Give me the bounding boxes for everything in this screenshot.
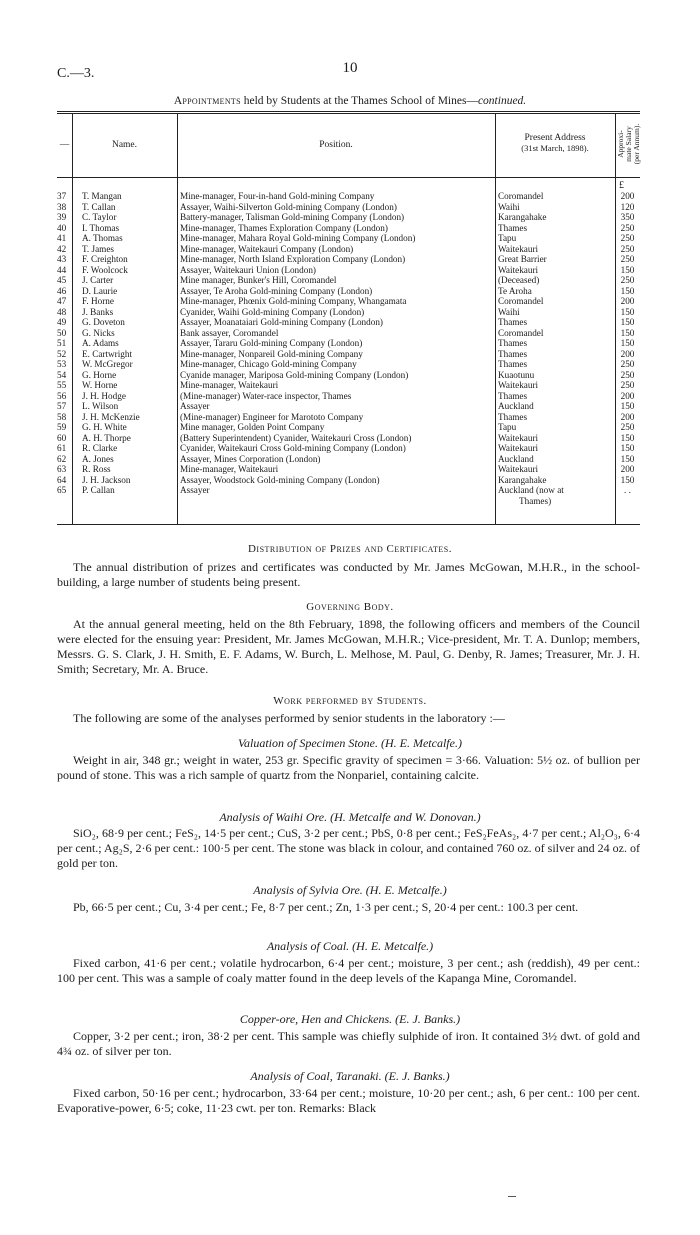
row-name: A. Thomas — [82, 233, 123, 243]
table-title — [0, 95, 700, 107]
table-title-rest: held by Students at the Thames School of Mines— — [243, 95, 478, 107]
row-number: 48 — [57, 306, 67, 317]
row-address: Tapu — [498, 422, 517, 432]
analysis-title-5: Copper-ore, Hen and Chickens. (E. J. Banks.) — [239, 1012, 461, 1026]
footer-mark — [508, 1196, 516, 1197]
row-name: G. Doveton — [82, 317, 125, 327]
row-position: Mine-manager, Chicago Gold-mining Company — [180, 359, 357, 369]
row-position: Mine-manager, Nonpareil Gold-mining Company — [180, 348, 363, 359]
row-number: 39 — [57, 212, 67, 222]
row-name: A. H. Thorpe — [82, 432, 131, 443]
row-name: W. Horne — [82, 380, 118, 390]
row-address: Karangahake — [498, 474, 547, 485]
table-row — [57, 328, 640, 339]
row-position: Mine-manager, Mahara Royal Gold-mining Company (London) — [180, 233, 416, 243]
row-name: G. H. White — [82, 422, 127, 432]
table-row — [57, 454, 640, 465]
table-row — [57, 485, 640, 496]
prizes-paragraph — [57, 560, 640, 590]
row-position: (Mine-manager) Engineer for Marototo Company — [180, 411, 364, 422]
row-salary: 200 — [620, 390, 635, 401]
row-salary: 150 — [620, 306, 635, 317]
row-position: Mine-manager, North Island Exploration Company (London) — [180, 254, 406, 264]
analysis-text-3: Pb, 66·5 per cent.; Cu, 3·4 per cent.; Fe, 8·7 per cent.; Zn, 1·3 per cent.; S, 20·4 per cent.: 100.3 per cent. — [73, 900, 579, 914]
table-row — [57, 443, 640, 454]
governing-paragraph — [57, 617, 640, 677]
row-name: G. Horne — [82, 369, 117, 380]
row-address: Thames — [498, 222, 528, 233]
row-number: 42 — [57, 243, 67, 254]
row-name: R. Clarke — [82, 443, 118, 453]
row-name: J. Carter — [82, 275, 114, 285]
row-position: Mine-manager, Waitekauri — [180, 464, 279, 474]
row-salary: 200 — [620, 191, 635, 201]
governing-heading: Governing Body. — [306, 601, 394, 613]
row-name: E. Cartwright — [82, 348, 133, 359]
row-position: Assayer, Moanataiari Gold-mining Company (London) — [180, 317, 383, 327]
analysis-text-5: Copper, 3·2 per cent.; iron, 38·2 per cent. This sample was chiefly sulphide of iron. It contained 3½ dwt. of gold and 4¾ oz. of silver per ton. — [57, 1029, 640, 1058]
row-salary: 200 — [620, 296, 635, 306]
row-name: W. McGregor — [82, 359, 133, 369]
analysis-text-2: SiO₂, 68·9 per cent.; FeS₂, 14·5 per cent.; CuS, 3·2 per cent.; PbS, 0·8 per cent.; FeS₂FeAs₂, 4·7 per cent.; Al₂O₃, 6·4 per cent.; Ag₂S, 2·6 per cent.: 100·5 per cent. The stone was black in colour, and contained 760 oz. of silver and 24 oz. of gold per ton. — [57, 826, 640, 870]
row-address: Auckland — [498, 453, 534, 464]
row-name: L. Wilson — [82, 401, 119, 411]
row-address: Thames — [498, 338, 528, 348]
analysis-title-2: Analysis of Waihi Ore. (H. Metcalfe and W. Donovan.) — [219, 810, 481, 824]
row-position: Mine-manager, Thames Exploration Company (London) — [180, 222, 388, 233]
table-row — [57, 307, 640, 318]
row-number: 53 — [57, 359, 67, 369]
analysis-paragraph-1 — [57, 753, 640, 783]
row-number: 47 — [57, 296, 67, 306]
row-salary: 250 — [620, 380, 635, 390]
table-row — [57, 349, 640, 360]
row-position: Battery-manager, Talisman Gold-mining Company (London) — [180, 212, 405, 222]
row-position: Mine-manager, Phœnix Gold-mining Company, Whangamata — [180, 296, 407, 306]
table-top-rule — [57, 111, 640, 112]
row-address: Coromandel — [498, 296, 544, 306]
row-name: J. H. Jackson — [82, 474, 131, 485]
row-position: Assayer — [180, 401, 210, 411]
row-salary: 350 — [620, 212, 635, 222]
table-row — [57, 275, 640, 286]
row-number: 49 — [57, 317, 67, 327]
row-position: Mine manager, Bunker's Hill, Coromandel — [180, 275, 337, 285]
table-title-smallcaps: Appointments — [173, 95, 241, 107]
row-position: Cyanider, Waihi Gold-mining Company (London) — [180, 306, 365, 317]
work-intro-paragraph — [57, 711, 640, 726]
row-name: T. Mangan — [82, 191, 122, 201]
row-position: Cyanide manager, Mariposa Gold-mining Company (London) — [180, 369, 409, 380]
row-number: 37 — [57, 191, 67, 201]
row-address: Waitekauri — [498, 432, 539, 443]
analysis-title-3: Analysis of Sylvia Ore. (H. E. Metcalfe.) — [253, 883, 447, 897]
table-row — [57, 391, 640, 402]
row-address: Auckland — [498, 401, 534, 411]
row-address: Thames — [498, 348, 528, 359]
row-name: P. Callan — [82, 485, 115, 495]
row-name: T. James — [82, 243, 114, 254]
table-row — [57, 212, 640, 223]
analysis-title-4: Analysis of Coal. (H. E. Metcalfe.) — [266, 939, 434, 953]
column-address-header — [495, 133, 615, 153]
row-salary: . . — [624, 485, 631, 495]
row-number: 43 — [57, 254, 67, 264]
row-number: 51 — [57, 338, 67, 348]
header-bottom-rule — [57, 177, 640, 178]
table-bottom-rule — [57, 524, 640, 525]
row-address-continuation: Thames) — [519, 495, 552, 506]
row-address: Thames — [498, 411, 528, 422]
row-number: 46 — [57, 285, 67, 296]
row-salary: 150 — [620, 443, 635, 453]
row-name: C. Taylor — [82, 212, 117, 222]
row-number: 57 — [57, 401, 67, 411]
row-salary: 200 — [620, 411, 635, 422]
row-name: F. Horne — [82, 296, 114, 306]
row-salary: 250 — [620, 233, 635, 243]
row-address: Thames — [498, 390, 528, 401]
row-number: 44 — [57, 264, 67, 275]
row-name: I. Thomas — [82, 222, 120, 233]
work-intro: The following are some of the analyses performed by senior students in the laboratory :— — [73, 711, 505, 725]
row-position: Mine manager, Golden Point Company — [180, 422, 325, 432]
table-row — [57, 286, 640, 297]
row-salary: 150 — [620, 317, 635, 327]
row-number: 65 — [57, 485, 67, 495]
work-heading: Work performed by Students. — [273, 695, 427, 707]
row-name: G. Nicks — [82, 327, 115, 338]
table-row — [57, 412, 640, 423]
row-salary: 150 — [620, 264, 635, 275]
row-address: Auckland (now at — [498, 485, 564, 495]
row-salary: 120 — [620, 201, 635, 212]
row-position: Cyanider, Waitekauri Cross Gold-mining Company (London) — [180, 443, 406, 453]
row-address: Tapu — [498, 233, 517, 243]
row-name: D. Laurie — [82, 285, 118, 296]
row-name: A. Adams — [82, 338, 119, 348]
column-address-line1: Present Address — [524, 133, 586, 143]
row-number: 61 — [57, 443, 67, 453]
row-number: 40 — [57, 222, 67, 233]
column-salary-label: Approxi- mate Salary (per Annum). — [616, 123, 641, 165]
row-position: (Mine-manager) Water-race inspector, Thames — [180, 390, 352, 401]
page-number: 10 — [342, 60, 358, 76]
row-address: Karangahake — [498, 212, 547, 222]
table-title-italic: continued. — [477, 95, 527, 107]
row-salary: 250 — [620, 422, 635, 432]
row-name: F. Woolcock — [82, 264, 128, 275]
table-row-continuation — [57, 496, 640, 507]
page-reference: C.—3. — [57, 66, 95, 81]
row-name: R. Ross — [82, 464, 111, 474]
analysis-paragraph-4 — [57, 956, 640, 986]
row-address: Thames — [498, 359, 528, 369]
row-number: 41 — [57, 233, 67, 243]
row-position: Mine-manager, Waitekauri Company (London) — [180, 243, 354, 254]
table-row — [57, 202, 640, 213]
row-name: T. Callan — [82, 201, 116, 212]
row-number: 38 — [57, 201, 67, 212]
table-row — [57, 244, 640, 255]
row-address: (Deceased) — [498, 275, 540, 285]
table-row — [57, 475, 640, 486]
row-salary: 150 — [620, 338, 635, 348]
row-address: Waitekauri — [498, 380, 539, 390]
row-salary: 250 — [620, 243, 635, 254]
row-address: Waitekauri — [498, 464, 539, 474]
row-salary: 150 — [620, 401, 635, 411]
row-position: Assayer, Te Aroha Gold-mining Company (London) — [180, 285, 373, 296]
analysis-title-6: Analysis of Coal, Taranaki. (E. J. Banks.) — [250, 1069, 450, 1083]
prizes-text: The annual distribution of prizes and certificates was conducted by Mr. James McGowan, M.H.R., in the school-building, a large number of students being present. — [57, 560, 640, 589]
row-position: Assayer, Tararu Gold-mining Company (London) — [180, 338, 363, 348]
analysis-paragraph-2 — [57, 826, 640, 871]
row-address: Coromandel — [498, 191, 544, 201]
row-salary: 250 — [620, 359, 635, 369]
row-position: Assayer, Woodstock Gold-mining Company (London) — [180, 474, 380, 485]
row-name: F. Creighton — [82, 254, 128, 264]
table-top-rule-double — [57, 113, 640, 114]
table-row — [57, 223, 640, 234]
table-row — [57, 401, 640, 412]
row-position: (Battery Superintendent) Cyanider, Waitekauri Cross (London) — [180, 432, 412, 443]
column-salary-header — [617, 113, 641, 175]
analysis-paragraph-6 — [57, 1086, 640, 1116]
row-number: 45 — [57, 275, 67, 285]
table-row — [57, 233, 640, 244]
row-number: 50 — [57, 327, 67, 338]
column-address-line2: (31st March, 1898). — [521, 143, 589, 153]
row-position: Assayer, Waihi-Silverton Gold-mining Company (London) — [180, 201, 397, 212]
row-position: Mine-manager, Four-in-hand Gold-mining Company — [180, 191, 375, 201]
row-number: 64 — [57, 474, 67, 485]
table-row — [57, 254, 640, 265]
row-salary: 150 — [620, 327, 635, 338]
row-address: Waihi — [498, 201, 520, 212]
row-position: Assayer, Mines Corporation (London) — [180, 453, 321, 464]
row-name: J. H. McKenzie — [82, 411, 140, 422]
row-salary: 150 — [620, 453, 635, 464]
row-salary: 200 — [620, 348, 635, 359]
row-address: Waitekauri — [498, 264, 539, 275]
analysis-title-1: Valuation of Specimen Stone. (H. E. Metcalfe.) — [238, 736, 462, 750]
table-row — [57, 338, 640, 349]
analysis-paragraph-3 — [57, 900, 640, 915]
row-number: 63 — [57, 464, 67, 474]
row-number: 55 — [57, 380, 67, 390]
table-row — [57, 464, 640, 475]
prizes-heading: Distribution of Prizes and Certificates. — [247, 543, 452, 555]
row-position: Bank assayer, Coromandel — [180, 327, 279, 338]
column-position-header: Position. — [319, 140, 353, 150]
row-salary: 250 — [620, 222, 635, 233]
governing-text: At the annual general meeting, held on the 8th February, 1898, the following officers and members of the Council were elected for the ensuing year: President, Mr. James McGowan, M.H.R.; Vice-president, Mr. T. A. Dunlop; members, Messrs. G. S. Clark, J. H. Smith, E. F. Adams, W. Burch, L. Melhose, M. Paul, G. Denby, R. James; Treasurer, Mr. J. H. Smith; Secretary, Mr. A. Bruce. — [57, 617, 640, 676]
table-row — [57, 191, 640, 202]
table-row — [57, 359, 640, 370]
column-name-header: Name. — [111, 140, 138, 150]
row-address: Coromandel — [498, 327, 544, 338]
row-address: Thames — [498, 317, 528, 327]
analysis-text-4: Fixed carbon, 41·6 per cent.; volatile hydrocarbon, 6·4 per cent.; moisture, 3 per cent.; ash (reddish), 49 per cent.: 100 per cent. This was a sample of coaly matter found in the deep levels of the Kapanga Mine, Coromandel. — [57, 956, 640, 985]
row-salary: 150 — [620, 474, 635, 485]
row-address: Great Barrier — [498, 254, 547, 264]
row-address: Waihi — [498, 306, 520, 317]
row-number: 54 — [57, 369, 67, 380]
row-address: Waitekauri — [498, 443, 539, 453]
row-salary: 200 — [620, 464, 635, 474]
row-salary: 250 — [620, 275, 635, 285]
currency-symbol: £ — [619, 180, 624, 191]
table-row — [57, 265, 640, 276]
row-name: A. Jones — [82, 453, 114, 464]
table-row — [57, 296, 640, 307]
table-row — [57, 422, 640, 433]
row-name: J. H. Hodge — [82, 390, 126, 401]
analysis-text-6: Fixed carbon, 50·16 per cent.; hydrocarbon, 33·64 per cent.; moisture, 10·20 per cent.; ash, 6 per cent.: 100 per cent. Evaporative-power, 6·5; coke, 11·23 cwt. per ton. Remarks: Black — [57, 1086, 640, 1115]
analysis-paragraph-5 — [57, 1029, 640, 1059]
table-row — [57, 380, 640, 391]
row-number: 59 — [57, 422, 67, 432]
analysis-text-1: Weight in air, 348 gr.; weight in water, 253 gr. Specific gravity of specimen = 3·66. Valuation: 5½ oz. of bullion per pound of stone. This was a rich sample of quartz from the Nonpariel, containing calcite. — [57, 753, 640, 782]
row-number: 60 — [57, 432, 67, 443]
row-address: Kuaotunu — [498, 369, 535, 380]
row-address: Waitekauri — [498, 243, 539, 254]
row-position: Assayer, Waitekauri Union (London) — [180, 264, 316, 275]
row-salary: 250 — [620, 369, 635, 380]
row-number: 52 — [57, 348, 67, 359]
row-salary: 150 — [620, 432, 635, 443]
row-salary: 150 — [620, 285, 635, 296]
table-row — [57, 433, 640, 444]
row-number: 62 — [57, 453, 67, 464]
row-position: Mine-manager, Waitekauri — [180, 380, 279, 390]
row-number: 58 — [57, 411, 67, 422]
row-name: J. Banks — [82, 306, 114, 317]
row-salary: 250 — [620, 254, 635, 264]
row-position: Assayer — [180, 485, 210, 495]
row-address: Te Aroha — [498, 285, 532, 296]
table-row — [57, 370, 640, 381]
column-dash: — — [59, 140, 70, 150]
row-number: 56 — [57, 390, 67, 401]
table-row — [57, 317, 640, 328]
